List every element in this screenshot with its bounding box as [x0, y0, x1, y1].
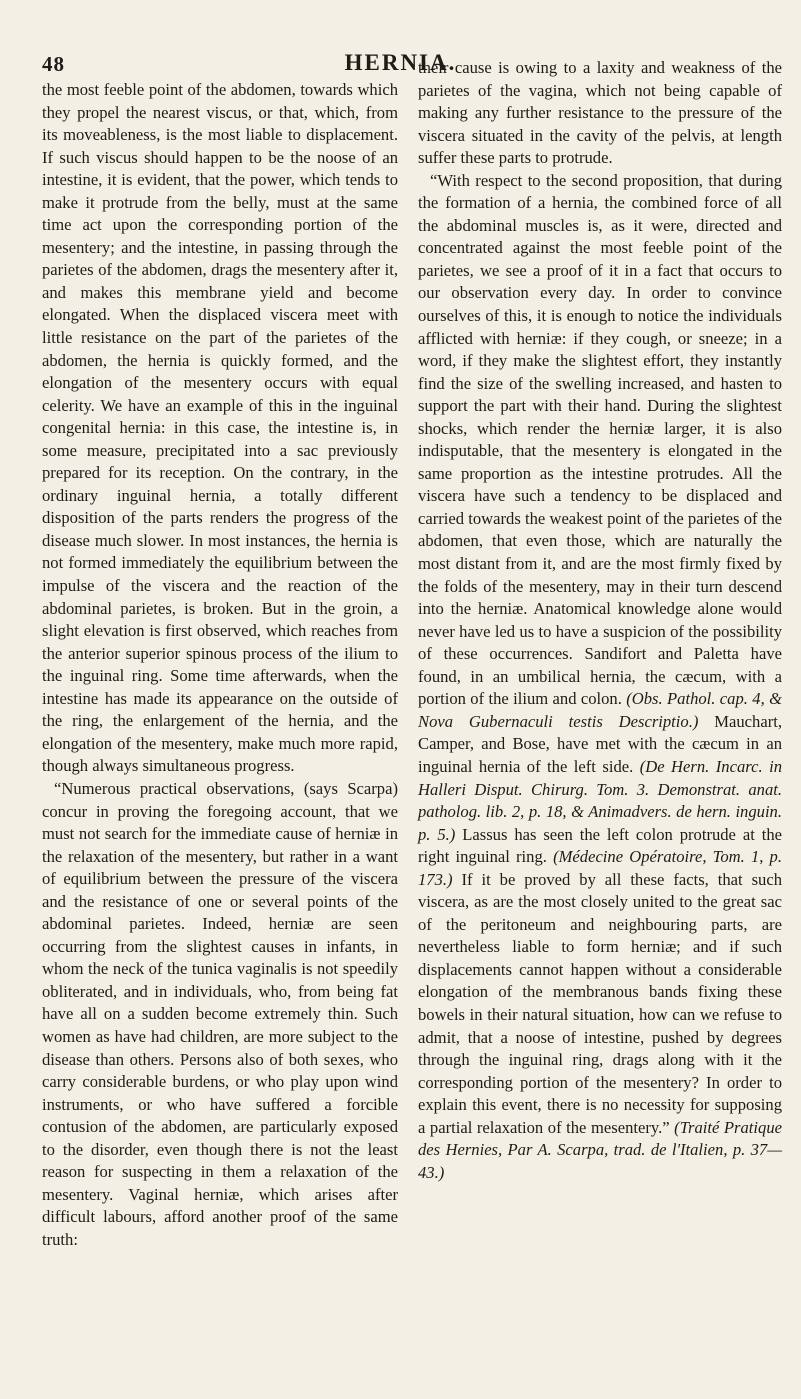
page-number: 48	[42, 52, 65, 76]
left-column	[42, 79, 398, 1251]
citation: (Traité Pratique des Hernies, Par A. Scarpa, trad. de l'Italien, p. 37—43.)	[418, 1117, 782, 1182]
citation: (Obs. Pathol. cap. 4, & Nova Gubernaculi testis Descriptio.)	[418, 689, 782, 731]
paragraph	[418, 170, 782, 1185]
citation: (De Hern. Incarc. in Halleri Disput. Chirurg. Tom. 3. Demonstrat. anat. patholog. lib. 2, p. 18, & Animadvers. de hern. inguin. p. 5.)	[418, 756, 782, 844]
paragraph-text: Lassus has seen the left colon protrude at the right inguinal ring.	[418, 824, 782, 867]
citation: (Médecine Opératoire, Tom. 1, p. 173.)	[418, 847, 782, 889]
paragraph-text: If it be proved by all these facts, that such viscera, as are the most closely united to the great sac of the peritoneum and neighbouring parts, are nevertheless liable to form herniæ; and if such displacements cannot happen without a considerable elongation of the membranous bands fixing these bowels in their natural situation, how can we refuse to admit, that a noose of intestine, pushed by degrees through the inguinal ring, drags along with it the corresponding portion of the mesentery? In order to explain this event, there is no necessity for supposing a partial relaxation of the mesentery.”	[418, 869, 782, 1137]
paragraph: the most feeble point of the abdomen, towards which they propel the nearest viscus, or that, which, from its moveableness, is the most liable to displacement. If such viscus should happen to be the noose of an intestine, it is evident, that the power, which tends to make it protrude from the belly, must at the same time act upon the corresponding portion of the mesentery; and the intestine, in passing through the parietes of the abdomen, drags the mesentery after it, and makes this membrane yield and become elongated. When the displaced viscera meet with little resistance on the part of the parietes of the abdomen, the hernia is quickly formed, and the elongation of the mesentery occurs with equal celerity. We have an example of this in the inguinal congenital hernia: in this case, the intestine is, in some measure, precipitated into a sac previously prepared for its reception. On the contrary, in the ordinary inguinal hernia, a totally different disposition of the parts renders the progress of the disease much slower. In most instances, the hernia is not formed immediately the equilibrium between the impulse of the viscera and the reaction of the abdominal parietes, is broken. But in the groin, a slight elevation is first observed, which reaches from the anterior superior spinous process of the ilium to the inguinal ring. Some time afterwards, when the intestine has made its appearance on the outside of the ring, the enlargement of the hernia, and the elongation of the mesentery, make much more rapid, though always simultaneous progress.	[42, 80, 398, 776]
paragraph-text: “With respect to the second proposition, that during the formation of a hernia, the combined force of all the abdominal muscles is, as it were, directed and concentrated against the most feeble point of the parietes, we see a proof of it in a fact that occurs to our observation every day. In order to convince ourselves of this, it is enough to notice the individuals afflicted with herniæ: if they cough, or sneeze; in a word, if they make the slightest effort, they instantly find the size of the swelling increased, and hasten to support the part with their hand. During the slightest shocks, which render the herniæ larger, it is also indisputable, that the mesentery is elongated in the same proportion as the intestine protrudes. All the viscera have such a tendency to be displaced and carried towards the weakest point of the parietes of the abdomen, that even those, which are naturally the most distant from it, and are the most firmly fixed by the folds of the mesentery, may in their turn descend into the herniæ. Anatomical knowledge alone would never have led us to have a suspicion of the possibility of these occurrences. Sandifort and Paletta have found, in an umbilical hernia, the cæcum, with a portion of the ilium and colon.	[418, 170, 782, 709]
paragraph: their cause is owing to a laxity and weakness of the parietes of the vagina, which not being capable of making any further resistance to the pressure of the viscera situated in the cavity of the pelvis, at length suffer these parts to protrude.	[418, 58, 782, 168]
paragraph: “Numerous practical observations, (says Scarpa) concur in proving the foregoing account, that we must not search for the immediate cause of herniæ in the relaxation of the mesentery, but rather in a want of equilibrium between the pressure of the viscera and the resistance of one or several points of the abdominal parietes. Indeed, herniæ are seen occurring from the slightest causes in infants, in whom the neck of the tunica vaginalis is not speedily obliterated, and in individuals, who, from being fat have all on a sudden become extremely thin. Such women as have had children, are more subject to the disease than others. Persons also of both sexes, who carry considerable burdens, or who play upon wind instruments, or who have suffered a forcible contusion of the abdomen, are particularly exposed to the disorder, even though there is not the least reason for suspecting in them a relaxation of the mesentery. Vaginal herniæ, which arises after difficult labours, afford another proof of the same truth:	[42, 778, 398, 1249]
right-column	[418, 57, 782, 1184]
paragraph-text: Mauchart, Camper, and Bose, have met with the cæcum in an inguinal hernia of the left side.	[418, 711, 782, 776]
running-title: HERNIA.	[344, 50, 457, 75]
